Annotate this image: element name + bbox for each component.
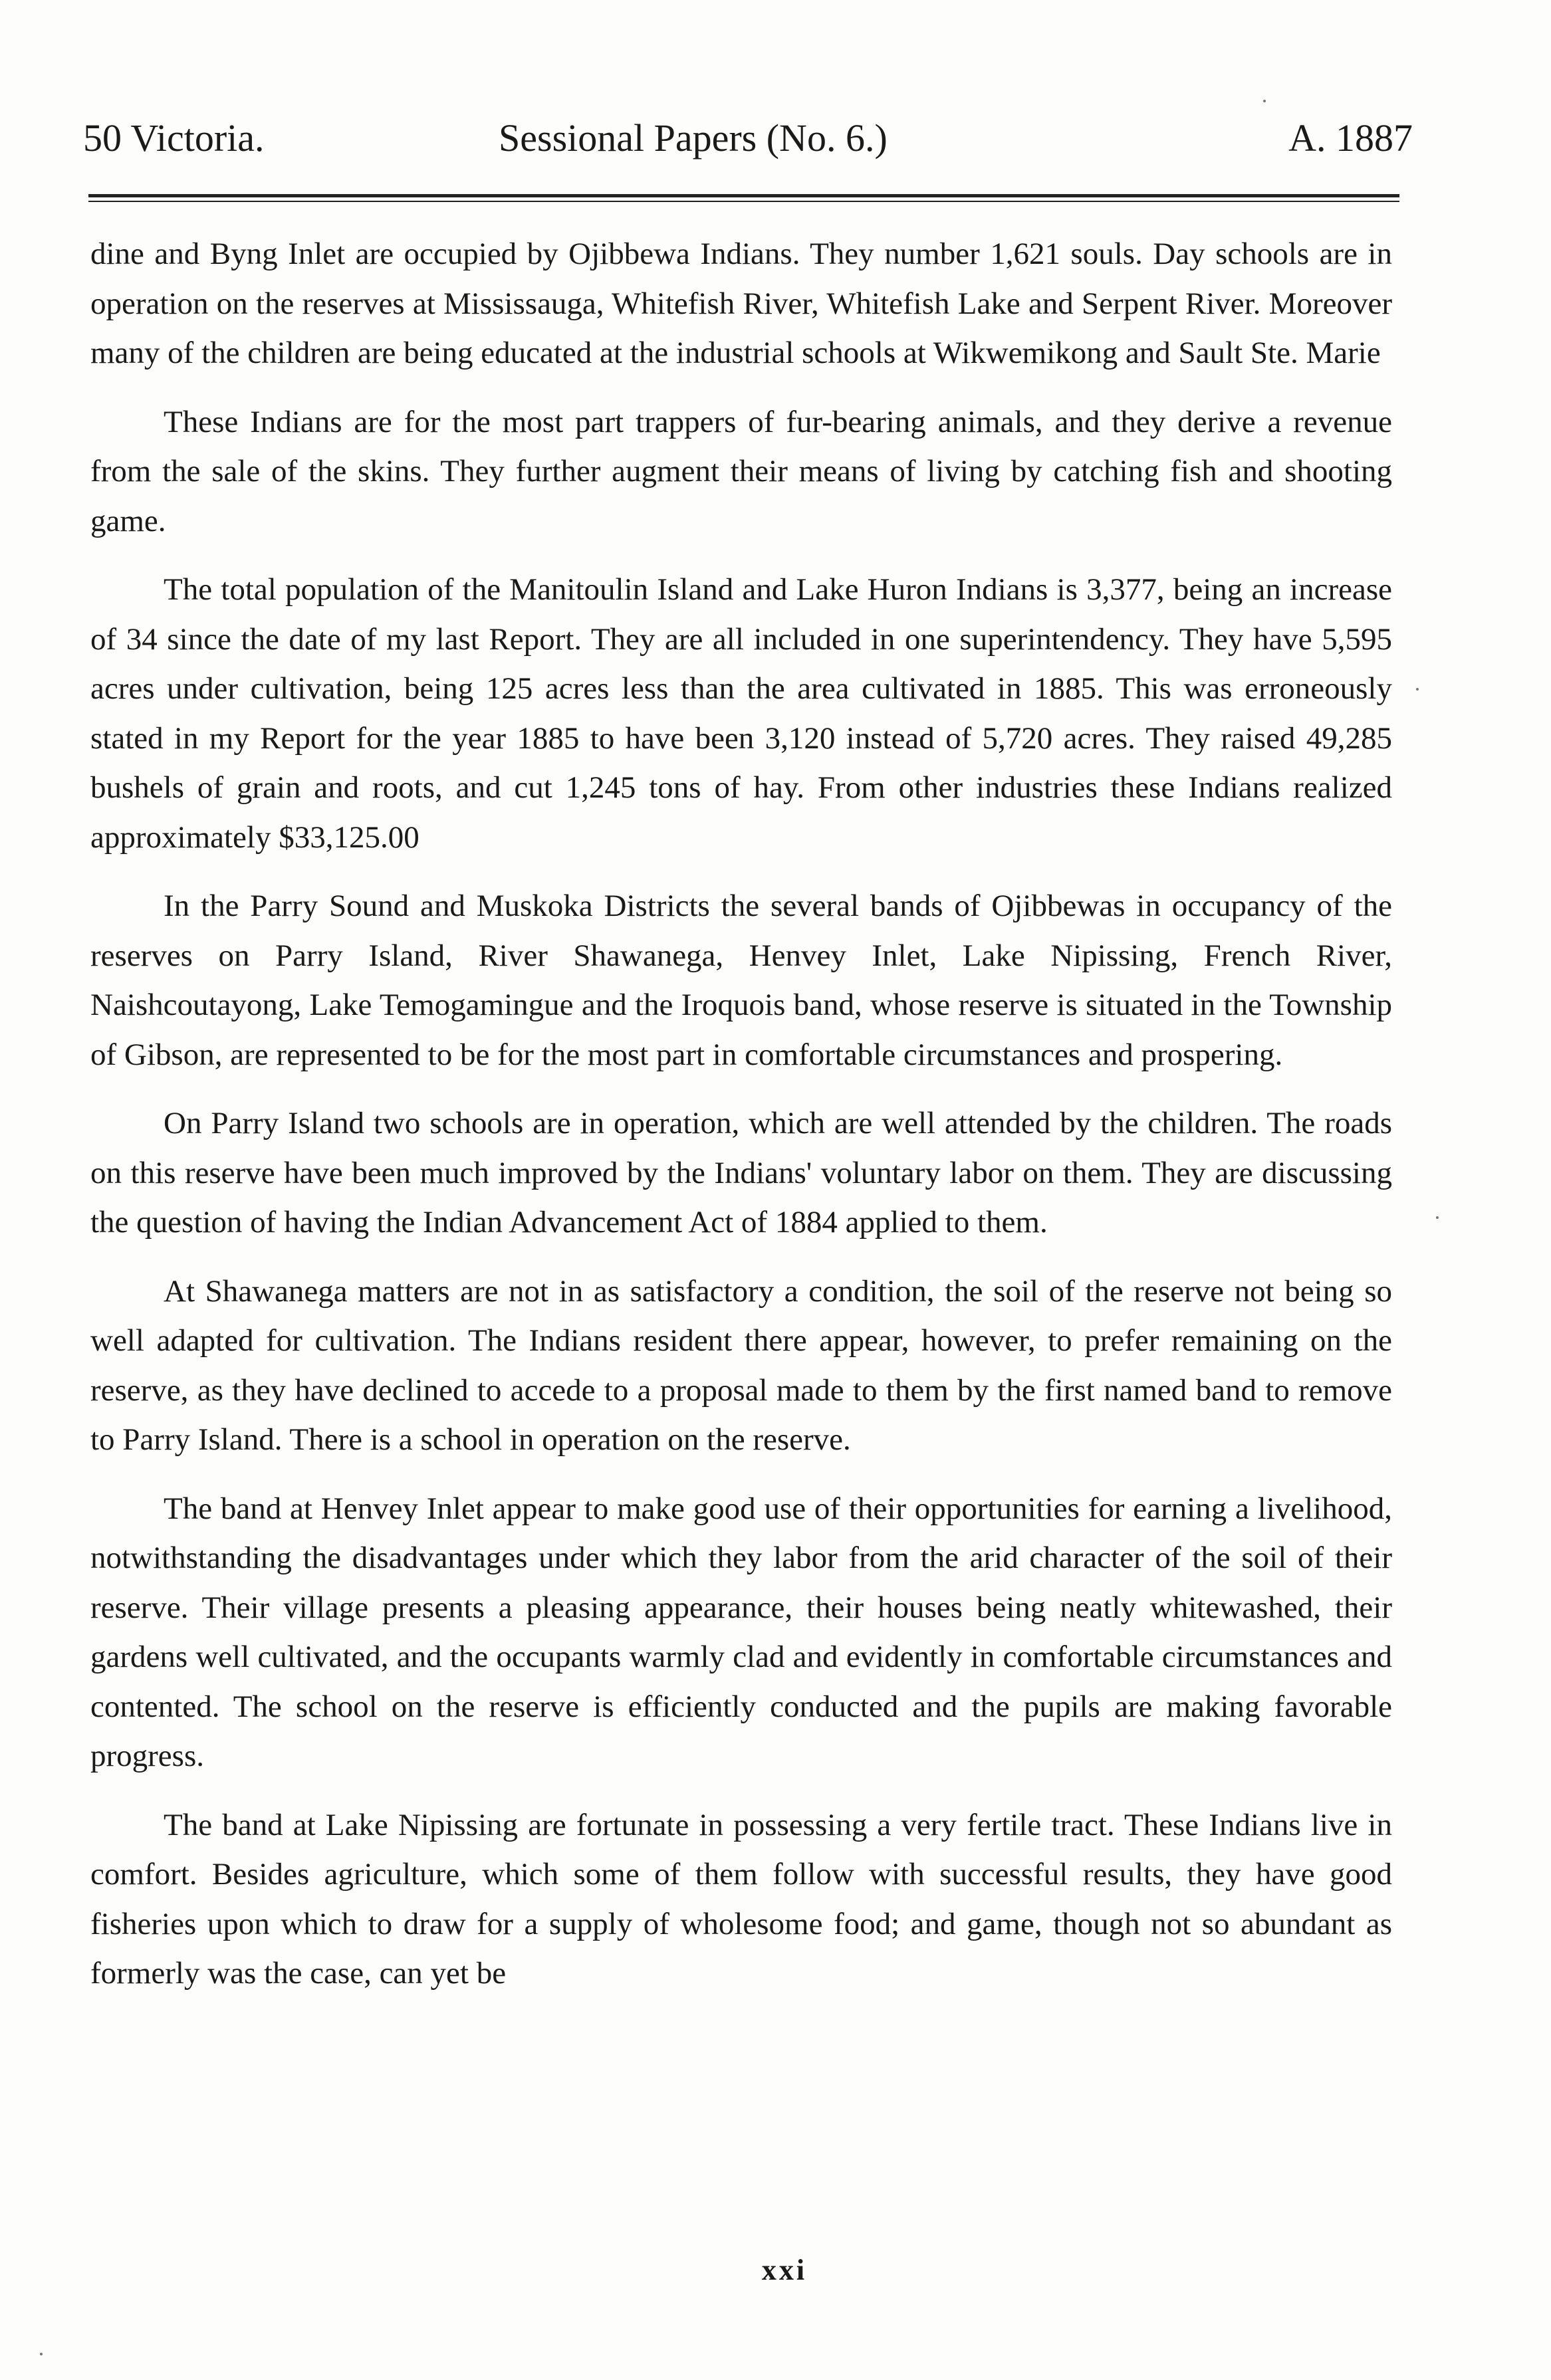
paragraph-henvey-inlet: The band at Henvey Inlet appear to make good use of their opportunities for earning a livelihood, notwithstanding the disadvantages under which they labor from the arid character of the soil of their reserve. Their village presents a pleasing appearance, their houses being neatly whitewashed, their gardens well cultivated, and the occupants warmly clad and evidently in comfortable circumstances and contented. The school on the reserve is efficiently conducted and the pupils are making favorable progress.	[90, 1491, 1392, 1773]
header-rule-thick	[88, 194, 1399, 197]
body-text	[90, 229, 1392, 2018]
paragraph-continuation: dine and Byng Inlet are occupied by Ojibbewa Indians. They number 1,621 souls. Day schools are in operation on the reserves at Mississauga, Whitefish River, Whitefish Lake and Serpent River. Moreover many of the children are being educated at the industrial schools at Wikwemikong and Sault Ste. Marie	[90, 237, 1392, 370]
header-session: 50 Victoria.	[83, 116, 265, 160]
paragraph-parry-island: On Parry Island two schools are in operation, which are well attended by the children. The roads on this reserve have been much improved by the Indians' voluntary labor on them. They are discussing the question of having the Indian Advancement Act of 1884 applied to them.	[90, 1106, 1392, 1240]
paragraph-population: The total population of the Manitoulin Island and Lake Huron Indians is 3,377, being an increase of 34 since the date of my last Report. They are all included in one superintendency. They have 5,595 acres under cultivation, being 125 acres less than the area cultivated in 1885. This was erroneously stated in my Report for the year 1885 to have been 3,120 instead of 5,720 acres. They raised 49,285 bushels of grain and roots, and cut 1,245 tons of hay. From other industries these Indians realized approximately $33,125.00	[90, 572, 1392, 855]
scan-speck	[40, 2353, 43, 2355]
header-title: Sessional Papers (No. 6.)	[499, 116, 888, 160]
paragraph-parry-sound: In the Parry Sound and Muskoka Districts the several bands of Ojibbewas in occupancy of the reserves on Parry Island, River Shawanega, Henvey Inlet, Lake Nipissing, French River, Naishcoutayong, Lake Temogamingue and the Iroquois band, whose reserve is situated in the Township of Gibson, are represented to be for the most part in comfortable circumstances and prospering.	[90, 889, 1392, 1072]
running-header	[83, 112, 1413, 165]
header-year: A. 1887	[1288, 116, 1413, 160]
scan-speck	[1263, 100, 1266, 102]
paragraph-trappers: These Indians are for the most part trappers of fur-bearing animals, and they derive a revenue from the sale of the skins. They further augment their means of living by catching fish and shooting game.	[90, 404, 1392, 538]
paragraph-lake-nipissing: The band at Lake Nipissing are fortunate in possessing a very fertile tract. These Indians live in comfort. Besides agriculture, which some of them follow with successful results, they have good fisheries upon which to draw for a supply of wholesome food; and game, though not so abundant as formerly was the case, can yet be	[90, 1807, 1392, 1991]
scan-speck	[1416, 688, 1419, 691]
page-folio: xxi	[761, 2254, 808, 2286]
scan-speck	[1436, 1216, 1439, 1219]
header-rule-thin	[88, 201, 1399, 202]
paragraph-shawanega: At Shawanega matters are not in as satisfactory a condition, the soil of the reserve not being so well adapted for cultivation. The Indians resident there appear, however, to prefer remaining on the reserve, as they have declined to accede to a proposal made to them by the first named band to remove to Parry Island. There is a school in operation on the reserve.	[90, 1273, 1392, 1457]
